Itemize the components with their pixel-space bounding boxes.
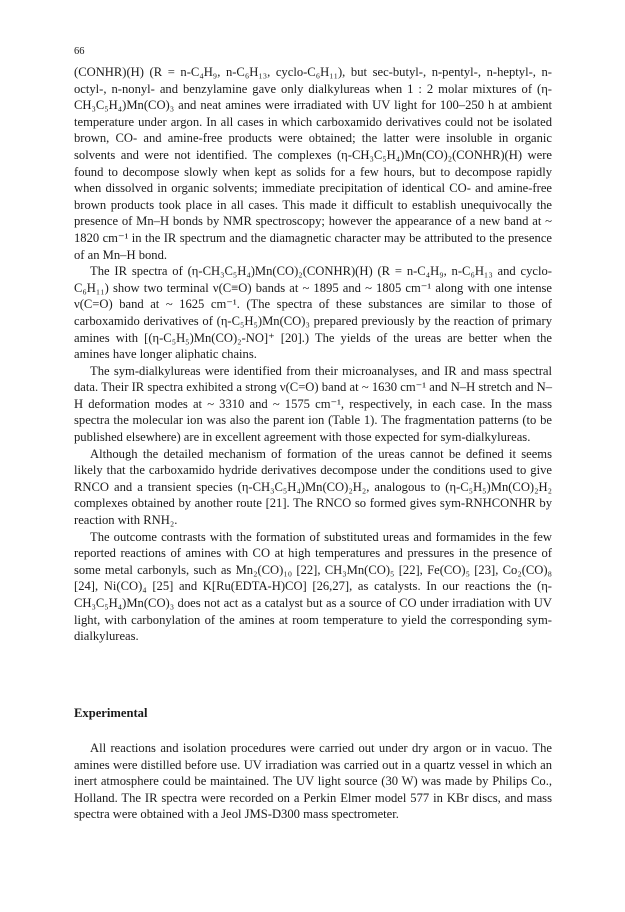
paragraph-experimental: All reactions and isolation procedures were carried out under dry argon or in vacuo. The amines were distilled before use. UV irradiation was carried out in a quartz vessel in which an inert atmosphere could be maintained. The UV light source (30 W) was made by Philips Co., Holland. The IR spectra were recorded on a Perkin Elmer model 577 in KBr discs, and mass spectra were obtained with a Jeol JMS-D300 mass spectrometer. [74,741,552,822]
paragraph-continuation: (CONHR)(H) (R = n-C₄H₉, n-C₆H₁₃, cyclo-C₆H₁₁), but sec-butyl-, n-pentyl-, n-heptyl-, n-octyl-, n-nonyl- and benzylamine gave only dialkylureas when 1 : 2 molar mixtures of (η-CH₃C₅H₄)Mn(CO)₃ and neat amines were irradiated with UV light for 100–250 h at ambient temperature under argon. In all cases in which carboxamido derivatives could not be isolated brown, CO- and amine-free products were obtained; the latter were insoluble in organic solvents and were not identified. The complexes (η-CH₃C₅H₄)Mn(CO)₂(CONHR)(H) were found to decompose slowly when kept as solids for a few hours, but to decompose rapidly when dissolved in organic solvents; immediate precipitation of identical CO- and amine-free brown products took place in all cases. This made it difficult to establish unequivocally the presence of Mn–H bonds by NMR spectroscopy; however the appearance of a new band at ~ 1820 cm⁻¹ in the IR spectrum and the diamagnetic character may be attributed to the presence of an Mn–H bond. [74,65,552,262]
paragraph-ir-spectra: The IR spectra of (η-CH₃C₅H₄)Mn(CO)₂(CONHR)(H) (R = n-C₄H₉, n-C₆H₁₃ and cyclo-C₆H₁₁) show two terminal ν(C≡O) bands at ~ 1895 and ~ 1805 cm⁻¹ along with one intense ν(C=O) band at ~ 1625 cm⁻¹. (The spectra of these substances are similar to those of carboxamido derivatives of (η-C₅H₅)Mn(CO)₃ prepared previously by the reaction of primary amines with [(η-C₅H₅)Mn(CO)₂-NO]⁺ [20].) The yields of the ureas are better when the amines have longer aliphatic chains. [74,264,552,362]
body-text [74,64,552,645]
paragraph-ureas-identification: The sym-dialkylureas were identified from their microanalyses, and IR and mass spectral data. Their IR spectra exhibited a strong ν(C=O) band at ~ 1630 cm⁻¹ and N–H stretch and N–H deformation modes at ~ 3310 and ~ 1575 cm⁻¹, respectively, in each case. In the mass spectra the molecular ion was also the parent ion (Table 1). The fragmentation patterns (to be published elsewhere) are in excellent agreement with those expected for sym-dialkylureas. [74,363,552,445]
section-heading-experimental: Experimental [74,706,148,720]
experimental-text [74,740,552,823]
page-number: 66 [74,46,85,57]
paragraph-outcome: The outcome contrasts with the formation of substituted ureas and formamides in the few reported reactions of amines with CO at high temperatures and pressures in the presence of some metal carbonyls, such as Mn₂(CO)₁₀ [22], CH₃Mn(CO)₅ [22], Fe(CO)₅ [23], Co₂(CO)₈ [24], Ni(CO)₄ [25] and K[Ru(EDTA-H)CO] [26,27], as catalysts. In our reactions the (η-CH₃C₅H₄)Mn(CO)₃ does not act as a catalyst but as a source of CO under irradiation with UV light, with carbonylation of the amines at room temperature to yield the corresponding sym-dialkylureas. [74,529,552,644]
paragraph-mechanism: Although the detailed mechanism of formation of the ureas cannot be defined it seems likely that the carboxamido hydride derivatives decompose under the conditions used to give RNCO and a transient species (η-CH₃C₅H₄)Mn(CO)₂H₂, analogous to (η-C₅H₅)Mn(CO)₂H₂ complexes obtained by another route [21]. The RNCO so formed gives sym-RNHCONHR by reaction with RNH₂. [74,446,552,528]
